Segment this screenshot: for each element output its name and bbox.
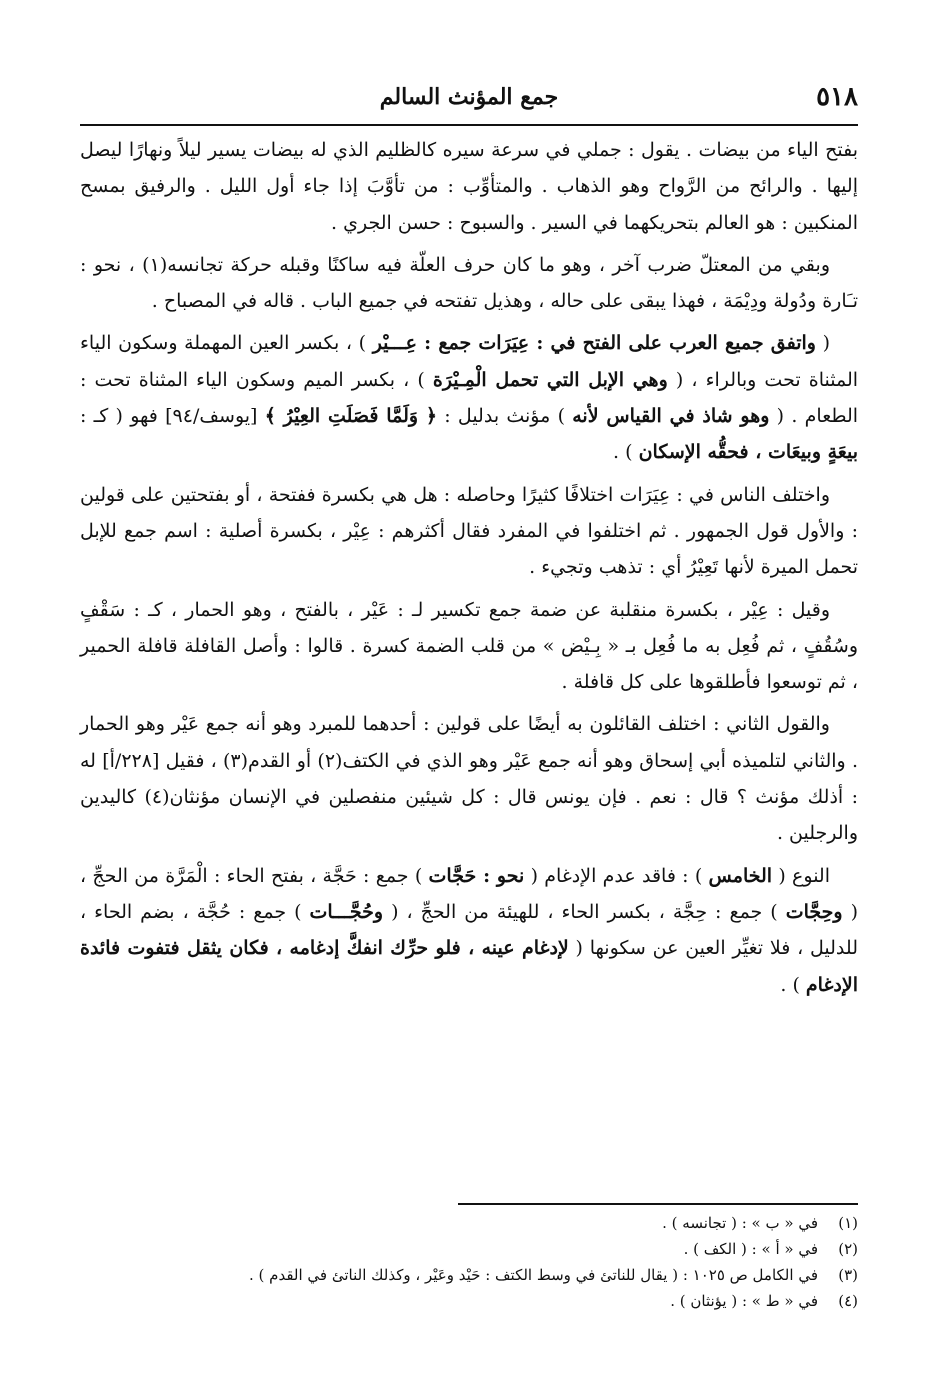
page-number: ٥١٨	[816, 82, 858, 112]
footnote-divider	[458, 1203, 858, 1205]
bold-text-segment: ﴿ وَلَمَّا فَصَلَتِ العِيْرُ ﴾	[264, 405, 438, 428]
text-segment: ) ، بكسر الميم وسكون الياء المثناة تحت : الطعام . (	[80, 368, 859, 428]
bold-text-segment: وحِجَّات	[785, 900, 843, 923]
text-segment: ) جمع : حِجَّة ، بكسر الحاء ، للهيئة من الحجِّ ، (	[383, 900, 786, 923]
bold-text-segment: نحو : حَجَّات	[428, 864, 525, 887]
text-segment: [يوسف/٩٤] فهو ( كـ :	[80, 405, 265, 428]
text-segment: ) ، بكسر العين المهملة وسكون الياء المثناة تحت وبالراء ، (	[80, 332, 859, 391]
paragraph	[80, 592, 858, 701]
footnote	[80, 1262, 858, 1288]
text-segment: ) .	[780, 973, 806, 996]
text-segment: بفتح الياء من بيضات . يقول : جملي في سرعة سيره كالظليم الذي له بيضات يسير ليلاً ونهارًا ليصل إليها . والرائح من الرَّواح وهو الذهاب . والمتأوِّب : من تأوَّبَ إذا جاء أول الليل . والرفيق بمسح المنكبين : هو العالم بتحريكهما في السير . والسبوح : حسن الجري .	[80, 139, 858, 234]
text-segment: النوع (	[772, 864, 830, 887]
footnote-text: في « ب » : ( تجانسه ) .	[662, 1214, 818, 1232]
bold-text-segment: لإدغام عينه ، فلو حرِّك انفكَّ إدغامه ، فكان يثقل فتفوت فائدة الإدغام	[80, 937, 858, 996]
footnote-text: في « أ » : ( الكف ) .	[683, 1240, 818, 1258]
footnote-text: في « ط » : ( يؤنثان ) .	[670, 1292, 818, 1310]
text-segment: ) مؤنث بدليل :	[437, 405, 573, 428]
bold-text-segment: واتفق جميع العرب على الفتح في : عِيَرَات جمع : عِـــيْر	[372, 332, 816, 355]
text-segment: ) جمع : حُجَّة ، بضم الحاء ، للدليل ، فلا تغيِّر العين عن سكونها (	[80, 900, 858, 960]
footnotes	[80, 1210, 858, 1314]
paragraph	[80, 706, 858, 851]
main-text	[80, 132, 858, 1009]
paragraph	[80, 247, 858, 320]
text-segment: وقيل : عِيْر ، بكسرة منقلبة عن ضمة جمع تكسير لـ : عَيْر ، بالفتح ، وهو الحمار ، كـ : سَقْفٍ وسُقُفٍ ، ثم فُعِل به ما فُعِل بـ « بِـيْض » من قلب الضمة كسرة . قالوا : وأصل القافلة قافلة الحمير ، ثم توسعوا فأطلقوها على كل قافلة .	[80, 598, 858, 694]
text-segment: (	[815, 332, 831, 355]
bold-text-segment: بيعَةٍ وبيعَات ، فحقُّه الإسكان	[638, 441, 858, 464]
paragraph	[80, 325, 858, 470]
text-segment: وبقي من المعتلّ ضرب آخر ، وهو ما كان حرف العلّة فيه ساكنًا وقبله حركة تجانسه(١) ، نحو : تـَارة ودُولة ودِيْمَة ، فهذا يبقى على حاله ، وهذيل تفتحه في جميع الباب . قاله في المصباح .	[80, 253, 858, 313]
footnote-text: في الكامل ص ١٠٢٥ : ( يقال للناتئ في وسط الكتف : حَيْد وعَيْر ، وكذلك الناتئ في القدم ) .	[249, 1266, 818, 1284]
footnote	[80, 1288, 858, 1314]
text-segment: والقول الثاني : اختلف القائلون به أيضًا على قولين : أحدهما للمبرد وهو أنه جمع عَيْر وهو الحمار . والثاني لتلميذه أبي إسحاق وهو أنه جمع عَيْر وهو الذي في الكتف(٢) أو القدم(٣) ، فقيل [٢٢٨/أ] له : أذلك مؤنث ؟ قال : نعم . فإن يونس قال : كل شيئين منفصلين في الإنسان مؤنثان(٤) كاليدين والرجلين .	[80, 713, 858, 845]
footnote-number: (١)	[838, 1214, 858, 1232]
footnote	[80, 1210, 858, 1236]
paragraph	[80, 132, 858, 241]
running-title: جمع المؤنث السالم	[379, 84, 559, 110]
bold-text-segment: وهي الإبل التي تحمل الْمِـيْرَة	[432, 368, 668, 391]
bold-text-segment: الخامس	[708, 864, 773, 887]
paragraph	[80, 477, 858, 586]
footnote-number: (٤)	[838, 1292, 858, 1310]
paragraph	[80, 858, 858, 1003]
footnote	[80, 1236, 858, 1262]
footnote-number: (٣)	[838, 1266, 858, 1284]
text-segment: ) جمع : حَجَّة ، بفتح الحاء : الْمَرَّة من الحجِّ ، (	[80, 864, 859, 923]
page-header	[80, 78, 858, 126]
bold-text-segment: وهو شاذ في القياس لأنه	[572, 405, 770, 428]
text-segment: ) .	[613, 441, 639, 464]
bold-text-segment: وحُجَّـــات	[309, 900, 384, 923]
text-segment: واختلف الناس في : عِيَرَات اختلافًا كثيرًا وحاصله : هل هي بكسرة ففتحة ، أو بفتحتين على قولين : والأول قول الجمهور . ثم اختلفوا في المفرد فقال أكثرهم : عِيْر ، بكسرة أصلية : اسم جمع للإبل تحمل الميرة لأنها تَعِيْرُ أي : تذهب وتجيء .	[80, 483, 858, 579]
text-segment: ) : فاقد عدم الإدغام (	[524, 864, 709, 887]
footnote-number: (٢)	[838, 1240, 858, 1258]
